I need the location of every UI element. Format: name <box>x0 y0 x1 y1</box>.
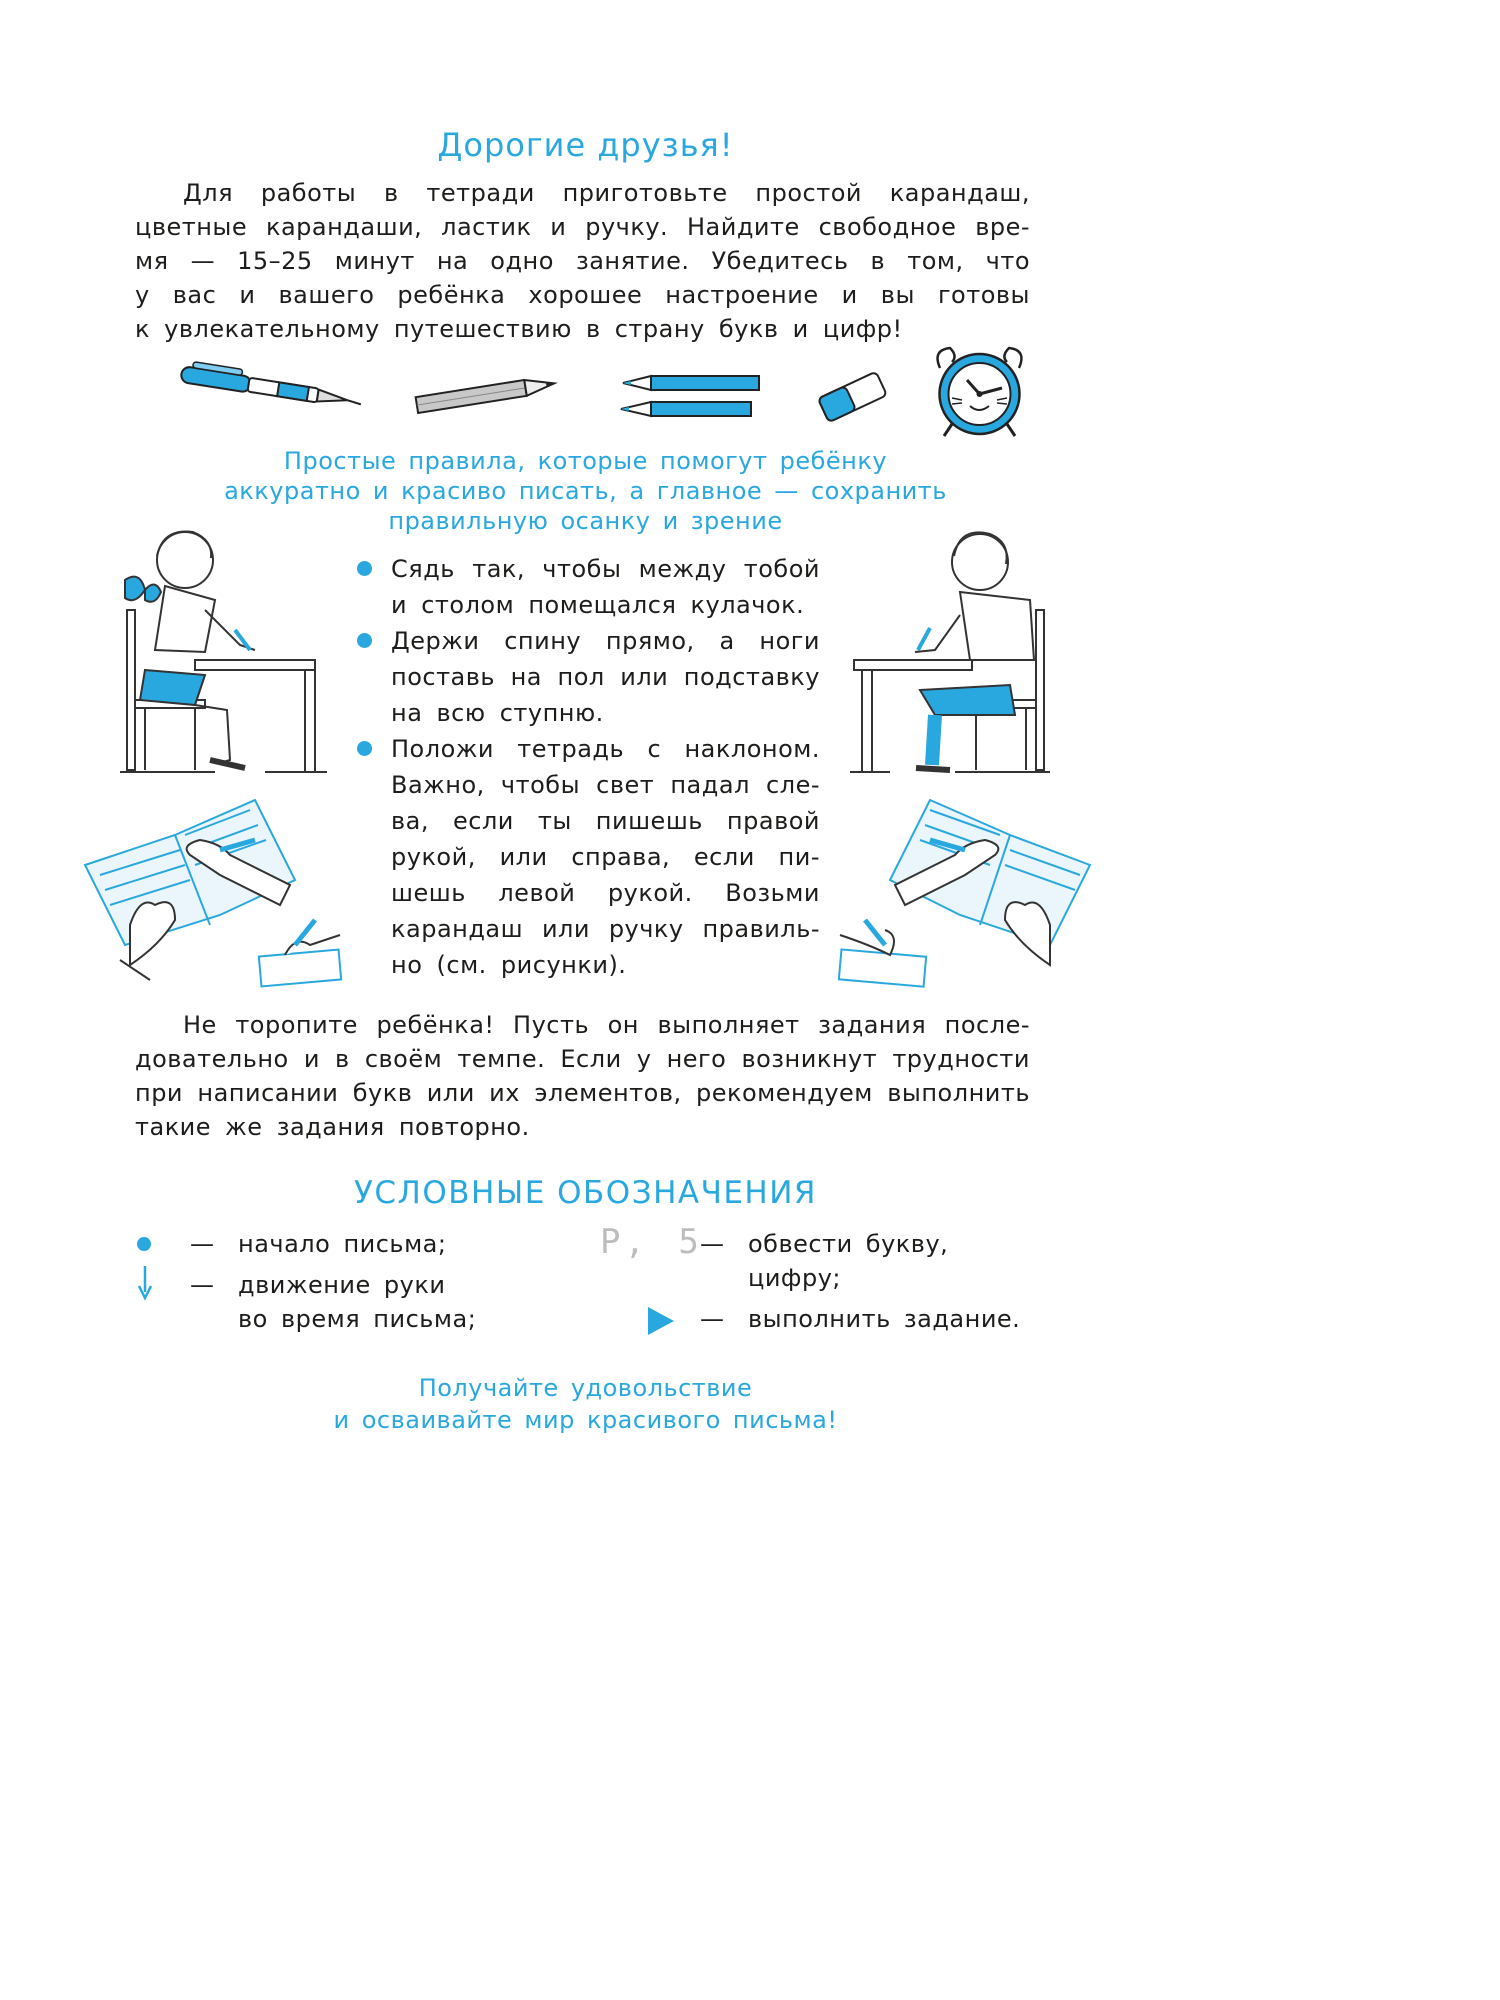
pen-icon <box>170 360 370 420</box>
rules-heading-line: правильную осанку и зрение <box>388 507 783 535</box>
girl-at-desk-illustration <box>115 520 330 782</box>
rules-heading-line: аккуратно и красиво писать, а главное — сохранить <box>224 477 947 505</box>
legend-move-label: движение руки <box>238 1271 446 1299</box>
rules-heading-line: Простые правила, которые помогут ребёнку <box>283 447 888 475</box>
rule-line: на всю ступню. <box>391 699 604 727</box>
pencil-icon <box>410 372 565 417</box>
advice-line: при написании букв или их элементов, рекомендуем выполнить <box>135 1079 1030 1107</box>
legend-move-label: во время письма; <box>238 1305 477 1333</box>
rule-line: поставь на пол или подставку <box>391 663 820 691</box>
advice-line: довательно и в своём темпе. Если у него возникнут трудности <box>135 1045 1030 1073</box>
arrow-down-icon <box>136 1264 154 1300</box>
bullet-dot <box>357 633 372 648</box>
rule-line: и столом помещался кулачок. <box>391 591 805 619</box>
intro-line: Для работы в тетради приготовьте простой карандаш, <box>183 179 1030 207</box>
alarm-clock-icon <box>922 340 1037 440</box>
notebook-hands-illustration <box>80 795 350 995</box>
rule-line: шешь левой рукой. Возьми <box>391 879 820 907</box>
legend-task-label: выполнить задание. <box>748 1305 1021 1333</box>
colored-pencils-icon <box>615 368 765 423</box>
intro-line: цветные карандаши, ластик и ручку. Найдите свободное вре- <box>135 213 1030 241</box>
legend-trace-label: обвести букву, <box>748 1230 949 1258</box>
rule-line: Держи спину прямо, а ноги <box>391 627 820 655</box>
legend-trace-label: цифру; <box>748 1264 841 1292</box>
page-title: Дорогие друзья! <box>437 126 734 164</box>
advice-line: такие же задания повторно. <box>135 1113 530 1141</box>
closing-line: и осваивайте мир красивого письма! <box>333 1406 838 1434</box>
bullet-dot <box>357 561 372 576</box>
intro-line: у вас и вашего ребёнка хорошее настроение и вы готовы <box>135 281 1030 309</box>
eraser-icon <box>812 368 892 423</box>
rule-line: карандаш или ручку правиль- <box>391 915 820 943</box>
legend-title: УСЛОВНЫЕ ОБОЗНАЧЕНИЯ <box>354 1175 817 1211</box>
legend-dash: — <box>700 1305 725 1333</box>
legend-start-label: начало письма; <box>238 1230 447 1258</box>
advice-line: Не торопите ребёнка! Пусть он выполняет задания после- <box>183 1011 1030 1039</box>
intro-line: мя — 15–25 минут на одно занятие. Убедитесь в том, что <box>135 247 1030 275</box>
legend-dash: — <box>700 1230 725 1258</box>
closing-line: Получайте удовольствие <box>418 1374 753 1402</box>
rule-line: Важно, чтобы свет падал сле- <box>391 771 820 799</box>
legend-dash: — <box>190 1230 215 1258</box>
legend-dash: — <box>190 1271 215 1299</box>
intro-line: к увлекательному путешествию в страну букв и цифр! <box>135 315 903 343</box>
start-dot-icon <box>137 1237 151 1251</box>
boy-at-desk-illustration <box>850 520 1055 782</box>
trace-sample: Р, 5 <box>600 1222 703 1262</box>
rule-line: но (см. рисунки). <box>391 951 627 979</box>
bullet-dot <box>357 741 372 756</box>
notebook-hands-illustration <box>830 795 1100 995</box>
play-triangle-icon <box>646 1305 676 1337</box>
rule-line: Положи тетрадь с наклоном. <box>391 735 820 763</box>
rule-line: ва, если ты пишешь правой <box>391 807 820 835</box>
rule-line: рукой, или справа, если пи- <box>391 843 820 871</box>
rule-line: Сядь так, чтобы между тобой <box>391 555 820 583</box>
